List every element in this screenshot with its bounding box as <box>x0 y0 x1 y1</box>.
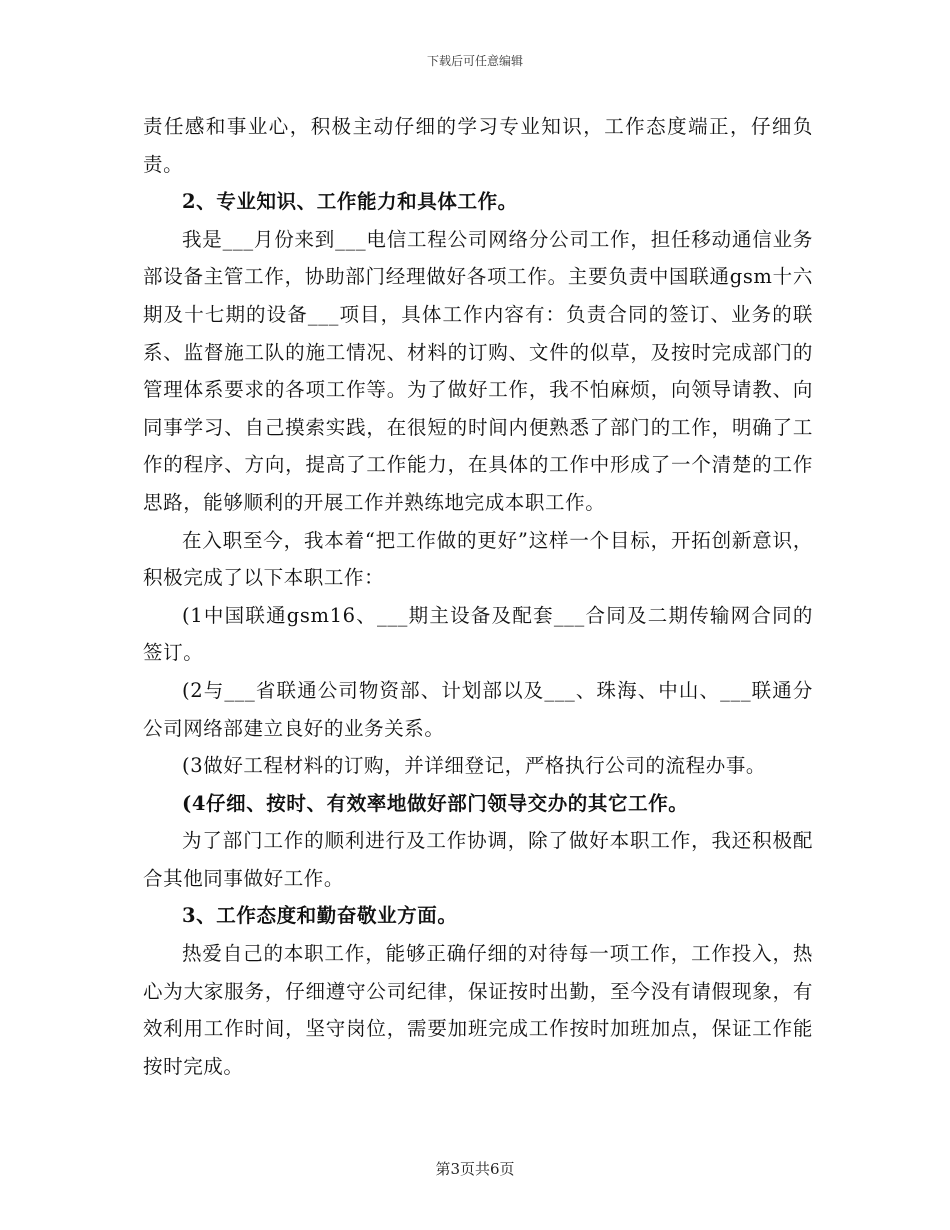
paragraph: 热爱自己的本职工作，能够正确仔细的对待每一项工作，工作投入，热心为大家服务，仔细遵守公司纪律，保证按时出勤，至今没有请假现象，有效利用工作时间，坚守岗位，需要加班完成工作按时加班加点，保证工作能按时完成。 <box>143 942 813 1078</box>
paragraph: 我是___月份来到___电信工程公司网络分公司工作，担任移动通信业务部设备主管工作，协助部门经理做好各项工作。主要负责中国联通gsm十六期及十七期的设备___项目，具体工作内容有：负责合同的签订、业务的联系、监督施工队的施工情况、材料的订购、文件的似草，及按时完成部门的管理体系要求的各项工作等。为了做好工作，我不怕麻烦，向领导请教、向同事学习、自己摸索实践，在很短的时间内便熟悉了部门的工作，明确了工作的程序、方向，提高了工作能力，在具体的工作中形成了一个清楚的工作思路，能够顺利的开展工作并熟练地完成本职工作。 <box>143 227 813 514</box>
paragraph: 为了部门工作的顺利进行及工作协调，除了做好本职工作，我还积极配合其他同事做好工作。 <box>143 829 813 890</box>
list-item: (3做好工程材料的订购，并详细登记，严格执行公司的流程办事。 <box>182 754 767 778</box>
list-item: (1中国联通gsm16、___期主设备及配套___合同及二期传输网合同的签订。 <box>143 603 813 665</box>
section-heading: 2、专业知识、工作能力和具体工作。 <box>182 190 518 214</box>
list-item: (4仔细、按时、有效率地做好部门领导交办的其它工作。 <box>182 791 689 815</box>
page-header: 下载后可任意编辑 <box>426 54 523 68</box>
paragraph: 责任感和事业心，积极主动仔细的学习专业知识，工作态度端正，仔细负责。 <box>143 115 813 176</box>
page-footer: 第3页共6页 <box>435 1160 515 1178</box>
section-heading: 3、工作态度和勤奋敬业方面。 <box>182 904 458 928</box>
paragraph: 在入职至今，我本着“把工作做的更好”这样一个目标，开拓创新意识，积极完成了以下本职工作： <box>143 528 813 590</box>
document-body <box>143 108 813 1085</box>
list-item: (2与___省联通公司物资部、计划部以及___、珠海、中山、___联通分公司网络部建立良好的业务关系。 <box>143 678 813 740</box>
